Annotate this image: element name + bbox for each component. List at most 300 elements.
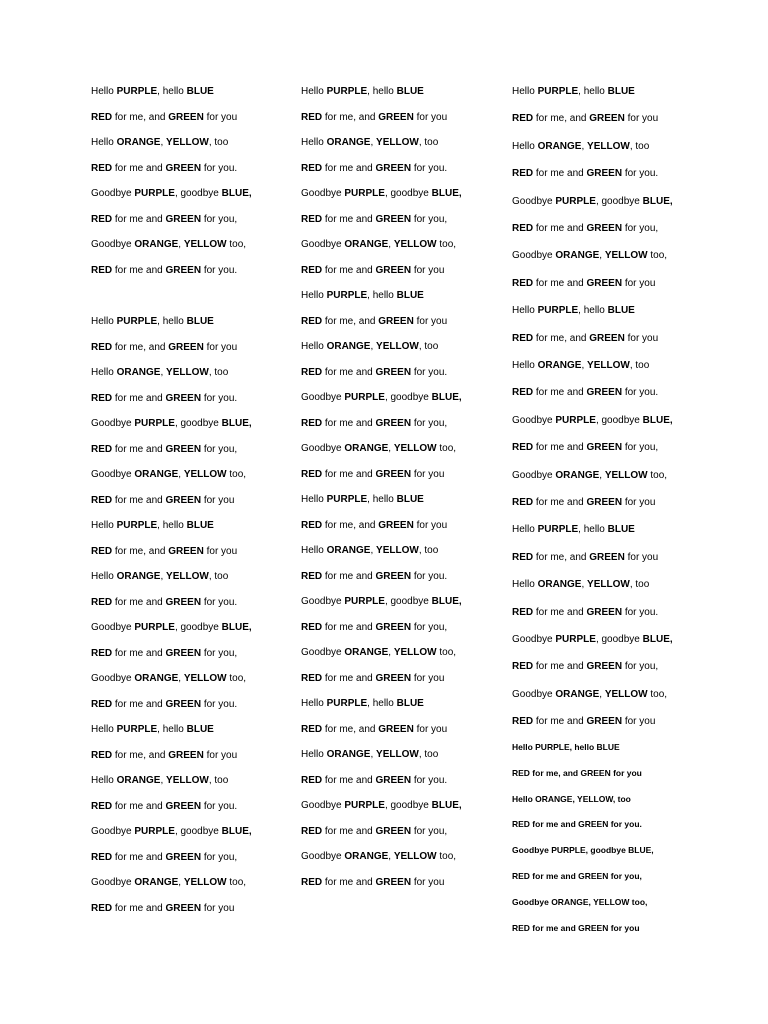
text-segment: for me, and [533, 332, 590, 344]
text-segment: , hello [157, 86, 187, 97]
text-segment: for you. [201, 698, 238, 710]
bold-word: RED [91, 264, 113, 276]
text-segment: too, [436, 647, 457, 658]
bold-word: GREEN [168, 749, 204, 761]
bold-word: RED [91, 749, 113, 761]
bold-word: BLUE [607, 524, 635, 536]
text-segment: , [581, 140, 588, 152]
text-line [301, 443, 456, 455]
text-segment: , hello [367, 290, 397, 301]
text-segment: for you [201, 494, 235, 506]
text-segment: , [370, 749, 377, 760]
text-line [91, 137, 228, 149]
text-segment: , [388, 851, 394, 862]
bold-word: RED [91, 494, 113, 506]
text-segment: Hello [301, 698, 327, 709]
text-segment: for you [203, 545, 238, 557]
text-line [301, 622, 447, 634]
text-line [301, 214, 447, 226]
text-segment: Goodbye [91, 469, 135, 480]
text-segment: , hello [578, 524, 608, 536]
text-segment: for you [411, 264, 445, 276]
bold-word: PURPLE [116, 316, 158, 327]
text-segment: , hello [578, 305, 608, 317]
text-line [91, 469, 246, 481]
text-segment: for you [203, 749, 238, 761]
bold-word: RED [512, 113, 534, 125]
bold-word: PURPLE [344, 800, 385, 811]
bold-word: ORANGE [326, 341, 371, 352]
text-line [512, 922, 640, 934]
bold-word: GREEN [165, 494, 202, 506]
text-line [301, 800, 462, 812]
bold-word: BLUE [396, 494, 424, 505]
text-segment: for you. [411, 366, 448, 378]
bold-word: YELLOW [393, 239, 437, 250]
text-segment: Goodbye [301, 596, 345, 607]
text-segment: for you. [411, 774, 448, 786]
text-segment: for me and [533, 387, 587, 399]
text-segment: Hello [91, 571, 117, 582]
text-line [512, 141, 649, 153]
text-line [512, 113, 658, 125]
bold-word: YELLOW [587, 140, 630, 152]
bold-word: PURPLE [134, 622, 175, 633]
text-line [512, 86, 635, 98]
bold-word: RED [301, 774, 323, 786]
bold-word: RED for me and GREEN for you. [512, 819, 642, 830]
bold-word: GREEN [165, 851, 202, 863]
bold-word: GREEN [586, 277, 623, 289]
bold-word: BLUE [607, 86, 635, 97]
text-segment: , too [208, 775, 229, 786]
text-segment: for you. [201, 162, 238, 174]
bold-word: PURPLE [326, 86, 368, 97]
text-segment: for you, [622, 661, 659, 673]
bold-word: PURPLE [537, 524, 579, 536]
bold-word: ORANGE [344, 647, 389, 658]
text-segment: too, [647, 469, 668, 481]
text-line [91, 188, 252, 200]
text-segment: , goodbye [595, 195, 643, 207]
text-segment: for you. [201, 596, 238, 608]
bold-word: RED [512, 442, 534, 454]
text-line [301, 265, 444, 277]
bold-word: RED [301, 876, 323, 888]
text-segment: Hello [91, 724, 117, 735]
bold-word: BLUE [396, 290, 424, 301]
text-line [91, 801, 237, 813]
text-line [301, 163, 447, 175]
text-line [91, 622, 252, 634]
text-segment: for you [411, 876, 445, 888]
text-line [512, 278, 655, 290]
text-segment: , [599, 688, 605, 700]
text-segment: , too [418, 749, 439, 760]
bold-word: PURPLE [555, 414, 596, 426]
text-line [301, 596, 462, 608]
text-line [301, 851, 456, 863]
bold-word: GREEN [165, 264, 202, 276]
text-segment: Hello [301, 86, 327, 97]
bold-word: YELLOW [183, 239, 227, 250]
text-segment: for you, [411, 417, 448, 429]
text-segment: for me and [322, 468, 376, 480]
text-segment: , goodbye [174, 622, 222, 633]
text-segment: for me and [322, 417, 376, 429]
text-segment: Goodbye [91, 673, 135, 684]
text-line [301, 545, 438, 557]
text-segment: , [581, 579, 588, 591]
bold-word: RED [301, 264, 323, 276]
text-segment: too, [436, 851, 457, 862]
text-segment: , hello [157, 724, 187, 735]
text-segment: for you. [411, 570, 448, 582]
text-line [91, 342, 237, 354]
bold-word: GREEN [378, 111, 414, 123]
bold-word: RED for me, and GREEN for you [512, 767, 642, 778]
text-segment: Goodbye [91, 877, 135, 888]
text-segment: too, [226, 877, 247, 888]
text-segment: for me and [322, 774, 376, 786]
text-segment: for you [411, 468, 445, 480]
text-segment: Hello [301, 494, 327, 505]
text-segment: for you. [622, 168, 659, 180]
text-line [512, 896, 647, 908]
bold-word: RED [301, 162, 323, 174]
bold-word: BLUE, [431, 596, 462, 607]
text-line [91, 520, 214, 532]
text-line [301, 775, 447, 787]
bold-word: RED [301, 366, 323, 378]
bold-word: RED [91, 392, 113, 404]
text-segment: Hello [301, 341, 327, 352]
bold-word: RED [512, 168, 534, 180]
bold-word: RED [91, 443, 113, 455]
bold-word: RED [301, 315, 323, 327]
text-segment: for me, and [322, 111, 379, 123]
bold-word: GREEN [589, 551, 625, 563]
text-segment: for me and [322, 876, 376, 888]
text-line [91, 367, 228, 379]
bold-word: Goodbye PURPLE, goodbye BLUE, [512, 845, 654, 856]
text-line [512, 223, 658, 235]
text-line [91, 86, 214, 98]
text-line [91, 495, 234, 507]
bold-word: ORANGE [537, 579, 582, 591]
bold-word: BLUE, [221, 418, 252, 429]
text-segment: Goodbye [301, 392, 345, 403]
text-segment: for me and [322, 825, 376, 837]
text-line [91, 673, 246, 685]
text-line [301, 367, 447, 379]
text-line [91, 877, 246, 889]
bold-word: BLUE [186, 86, 214, 97]
text-segment: Hello [512, 86, 538, 97]
bold-word: ORANGE [116, 775, 161, 786]
text-line [512, 634, 673, 646]
text-segment: , too [208, 571, 229, 582]
bold-word: RED [91, 851, 113, 863]
bold-word: PURPLE [116, 86, 158, 97]
text-line [301, 520, 447, 532]
bold-word: GREEN [375, 774, 412, 786]
text-segment: for me and [112, 264, 166, 276]
bold-word: GREEN [375, 417, 412, 429]
text-segment: for me and [322, 672, 376, 684]
text-segment: for me and [112, 162, 166, 174]
text-line [512, 387, 658, 399]
text-segment: for me and [533, 168, 587, 180]
bold-word: RED [301, 468, 323, 480]
text-segment: too, [226, 239, 247, 250]
bold-word: YELLOW [166, 137, 209, 148]
bold-word: GREEN [165, 596, 202, 608]
text-segment: , goodbye [384, 800, 432, 811]
text-line [512, 870, 642, 882]
text-line [91, 699, 237, 711]
text-segment: for me, and [533, 113, 590, 125]
text-segment: Hello [91, 367, 117, 378]
text-segment: for you, [411, 213, 448, 225]
text-segment: for me and [112, 213, 166, 225]
text-segment: for me and [322, 264, 376, 276]
text-segment: , hello [157, 316, 187, 327]
text-line [91, 775, 228, 787]
bold-word: RED [301, 111, 323, 123]
text-segment: Goodbye [91, 188, 135, 199]
bold-word: PURPLE [326, 290, 368, 301]
bold-word: RED [91, 596, 113, 608]
text-segment: , [178, 239, 184, 250]
text-line [301, 724, 447, 736]
text-segment: for you, [201, 851, 238, 863]
bold-word: BLUE, [431, 188, 462, 199]
bold-word: GREEN [165, 902, 202, 914]
bold-word: PURPLE [344, 188, 385, 199]
bold-word: YELLOW [166, 775, 209, 786]
bold-word: GREEN [375, 264, 412, 276]
text-segment: Goodbye [91, 239, 135, 250]
text-line [91, 316, 214, 328]
bold-word: Hello ORANGE, YELLOW, too [512, 793, 631, 804]
text-segment: for me and [112, 392, 166, 404]
text-segment: , too [418, 545, 439, 556]
bold-word: BLUE [396, 698, 424, 709]
text-segment: , [388, 647, 394, 658]
text-segment: , goodbye [174, 826, 222, 837]
text-line [512, 818, 642, 830]
bold-word: RED [512, 277, 534, 289]
text-segment: , [388, 239, 394, 250]
bold-word: RED [91, 545, 113, 557]
bold-word: YELLOW [376, 341, 419, 352]
text-line [301, 418, 447, 430]
text-segment: too, [436, 443, 457, 454]
text-segment: Hello [512, 140, 538, 152]
text-line [512, 360, 649, 372]
bold-word: PURPLE [537, 305, 579, 317]
text-line [301, 494, 424, 506]
text-line [91, 826, 252, 838]
text-segment: , goodbye [384, 596, 432, 607]
text-segment: for you [413, 519, 448, 531]
bold-word: PURPLE [537, 86, 579, 97]
text-line [301, 137, 438, 149]
bold-word: PURPLE [344, 596, 385, 607]
bold-word: RED [301, 519, 323, 531]
text-line [512, 607, 658, 619]
bold-word: RED [512, 497, 534, 508]
bold-word: RED [301, 672, 323, 684]
bold-word: PURPLE [116, 724, 158, 735]
bold-word: GREEN [168, 111, 204, 123]
text-line [512, 333, 658, 345]
bold-word: RED [91, 800, 113, 812]
bold-word: PURPLE [116, 520, 158, 531]
bold-word: BLUE [186, 316, 214, 327]
text-segment: for me and [533, 442, 587, 454]
text-segment: too, [226, 673, 247, 684]
bold-word: Hello PURPLE, hello BLUE [512, 742, 620, 752]
text-segment: for me, and [322, 723, 379, 735]
text-segment: , [160, 137, 167, 148]
text-segment: Goodbye [301, 443, 345, 454]
bold-word: BLUE, [431, 392, 462, 403]
text-line [91, 265, 237, 277]
text-segment: , [370, 137, 377, 148]
text-segment: for me and [533, 661, 587, 673]
bold-word: PURPLE [326, 698, 368, 709]
bold-word: GREEN [378, 519, 414, 531]
bold-word: GREEN [586, 387, 623, 399]
text-line [512, 716, 655, 728]
bold-word: GREEN [375, 366, 412, 378]
bold-word: PURPLE [134, 826, 175, 837]
text-line [91, 648, 237, 660]
bold-word: GREEN [375, 825, 412, 837]
text-segment: Hello [512, 579, 538, 591]
text-line [301, 112, 447, 124]
bold-word: RED [91, 213, 113, 225]
bold-word: GREEN [165, 392, 202, 404]
text-segment: , [388, 443, 394, 454]
text-line [91, 852, 237, 864]
text-segment: Goodbye [301, 647, 345, 658]
bold-word: GREEN [586, 442, 623, 454]
bold-word: YELLOW [587, 360, 630, 371]
text-segment: for you, [411, 621, 448, 633]
text-line [301, 188, 462, 200]
bold-word: RED [91, 647, 113, 659]
text-line [91, 163, 237, 175]
bold-word: YELLOW [604, 688, 648, 700]
text-line [512, 552, 658, 564]
bold-word: GREEN [168, 545, 204, 557]
bold-word: PURPLE [555, 195, 596, 207]
text-line [91, 750, 237, 762]
bold-word: RED [512, 551, 534, 563]
text-segment: , too [208, 137, 229, 148]
bold-word: ORANGE [116, 367, 161, 378]
text-line [91, 418, 252, 430]
bold-word: ORANGE [326, 545, 371, 556]
text-segment: for me and [112, 851, 166, 863]
text-segment: Goodbye [301, 800, 345, 811]
text-segment: Hello [91, 86, 117, 97]
bold-word: ORANGE [537, 360, 582, 371]
text-line [301, 698, 424, 710]
text-segment: Goodbye [91, 622, 135, 633]
text-segment: Hello [301, 137, 327, 148]
text-segment: for you [203, 341, 238, 353]
text-segment: Hello [512, 360, 538, 371]
text-line [301, 647, 456, 659]
bold-word: ORANGE [116, 571, 161, 582]
text-line [91, 903, 234, 915]
text-segment: Goodbye [512, 634, 556, 645]
bold-word: BLUE [607, 305, 635, 317]
bold-word: RED [512, 332, 534, 344]
text-segment: for you [203, 111, 238, 123]
bold-word: YELLOW [393, 851, 437, 862]
bold-word: GREEN [375, 876, 412, 888]
text-line [91, 444, 237, 456]
text-segment: for you. [201, 392, 238, 404]
text-segment: , [370, 545, 377, 556]
text-segment: for me and [112, 443, 166, 455]
text-segment: , [599, 250, 605, 262]
text-segment: Goodbye [91, 826, 135, 837]
bold-word: GREEN [165, 162, 202, 174]
text-segment: , goodbye [174, 188, 222, 199]
text-segment: , [160, 571, 167, 582]
text-segment: for me and [322, 570, 376, 582]
bold-word: YELLOW [183, 673, 227, 684]
text-line [301, 239, 456, 251]
bold-word: BLUE, [221, 188, 252, 199]
text-line [91, 393, 237, 405]
text-segment: , hello [578, 86, 608, 97]
text-line [512, 250, 667, 262]
bold-word: PURPLE [344, 392, 385, 403]
text-segment: too, [226, 469, 247, 480]
bold-word: GREEN [586, 223, 623, 234]
bold-word: YELLOW [604, 250, 648, 262]
bold-word: GREEN [375, 621, 412, 633]
text-segment: for me and [533, 606, 587, 618]
bold-word: RED [91, 162, 113, 174]
bold-word: RED [301, 723, 323, 735]
text-segment: Goodbye [512, 250, 556, 262]
text-line [301, 86, 424, 98]
text-segment: too, [647, 688, 668, 700]
bold-word: GREEN [165, 213, 202, 225]
text-segment: Goodbye [91, 418, 135, 429]
text-line [512, 415, 673, 427]
bold-word: RED [301, 570, 323, 582]
text-segment: , [178, 877, 184, 888]
text-segment: for you [624, 551, 659, 563]
text-segment: Goodbye [512, 469, 556, 481]
bold-word: RED [301, 621, 323, 633]
text-line [301, 392, 462, 404]
bold-word: GREEN [586, 606, 623, 618]
text-line [512, 305, 635, 317]
bold-word: YELLOW [587, 579, 630, 591]
text-segment: for you. [201, 264, 238, 276]
text-segment: for you [413, 315, 448, 327]
